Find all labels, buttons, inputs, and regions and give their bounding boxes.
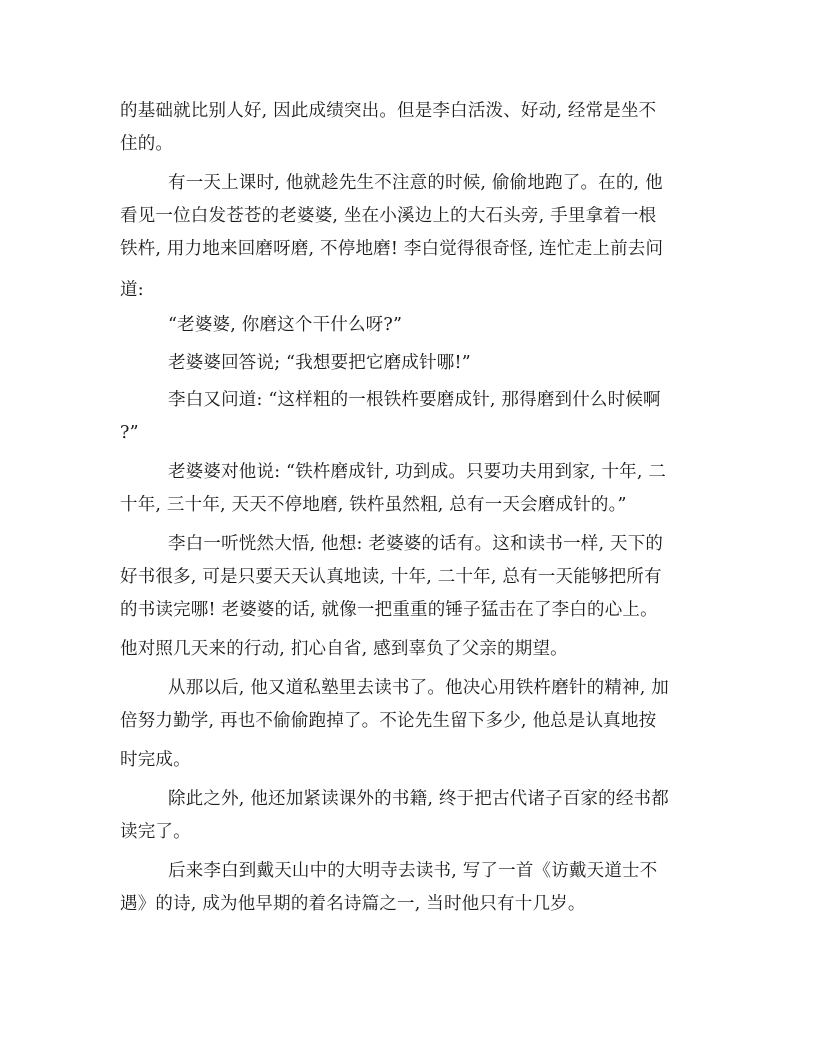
- text-line: 好书很多, 可是只要天天认真地读, 十年, 二十年, 总有一天能够把所有: [120, 567, 662, 587]
- text-line: 铁杵, 用力地来回磨呀磨, 不停地磨! 李白觉得很奇怪, 连忙走上前去问: [120, 239, 664, 259]
- text-line: 的书读完哪! 老婆婆的话, 就像一把重重的锤子猛击在了李白的心上。: [120, 600, 658, 620]
- text-line: 老婆婆回答说; “我想要把它磨成针哪!”: [168, 353, 471, 373]
- text-line: 的基础就比别人好, 因此成绩突出。但是李白活泼、好动, 经常是坐不: [120, 101, 657, 121]
- text-line: 有一天上课时, 他就趁先生不注意的时候, 偷偷地跑了。在的, 他: [168, 173, 663, 193]
- text-line: 李白一听恍然大悟, 他想: 老婆婆的话有。这和读书一样, 天下的: [168, 534, 664, 554]
- text-line: 十年, 三十年, 天天不停地磨, 铁杵虽然粗, 总有一天会磨成针的。”: [120, 495, 627, 515]
- text-line: 读完了。: [120, 822, 191, 842]
- text-line: 老婆婆对他说: “铁杵磨成针, 功到成。只要功夫用到家, 十年, 二: [168, 462, 667, 482]
- text-line: “老婆婆, 你磨这个干什么呀?”: [168, 315, 403, 335]
- text-line: 道:: [120, 280, 144, 300]
- text-line: 遇》的诗, 成为他早期的着名诗篇之一, 当时他只有十几岁。: [120, 894, 586, 914]
- text-line: 住的。: [120, 134, 174, 154]
- text-line: 后来李白到戴天山中的大明寺去读书, 写了一首《访戴天道士不: [168, 861, 658, 881]
- text-line: 时完成。: [120, 750, 191, 770]
- text-line: ?”: [120, 423, 139, 443]
- text-line: 除此之外, 他还加紧读课外的书籍, 终于把古代诸子百家的经书都: [168, 789, 669, 809]
- text-line: 他对照几天来的行动, 扪心自省, 感到辜负了父亲的期望。: [120, 639, 568, 659]
- text-line: 从那以后, 他又道私塾里去读书了。他决心用铁杵磨针的精神, 加: [168, 678, 669, 698]
- text-line: 看见一位白发苍苍的老婆婆, 坐在小溪边上的大石头旁, 手里拿着一根: [120, 206, 657, 226]
- text-line: 李白又问道: “这样粗的一根铁杵要磨成针, 那得磨到什么时候啊: [168, 390, 661, 410]
- text-line: 倍努力勤学, 再也不偷偷跑掉了。不论先生留下多少, 他总是认真地按: [120, 711, 657, 731]
